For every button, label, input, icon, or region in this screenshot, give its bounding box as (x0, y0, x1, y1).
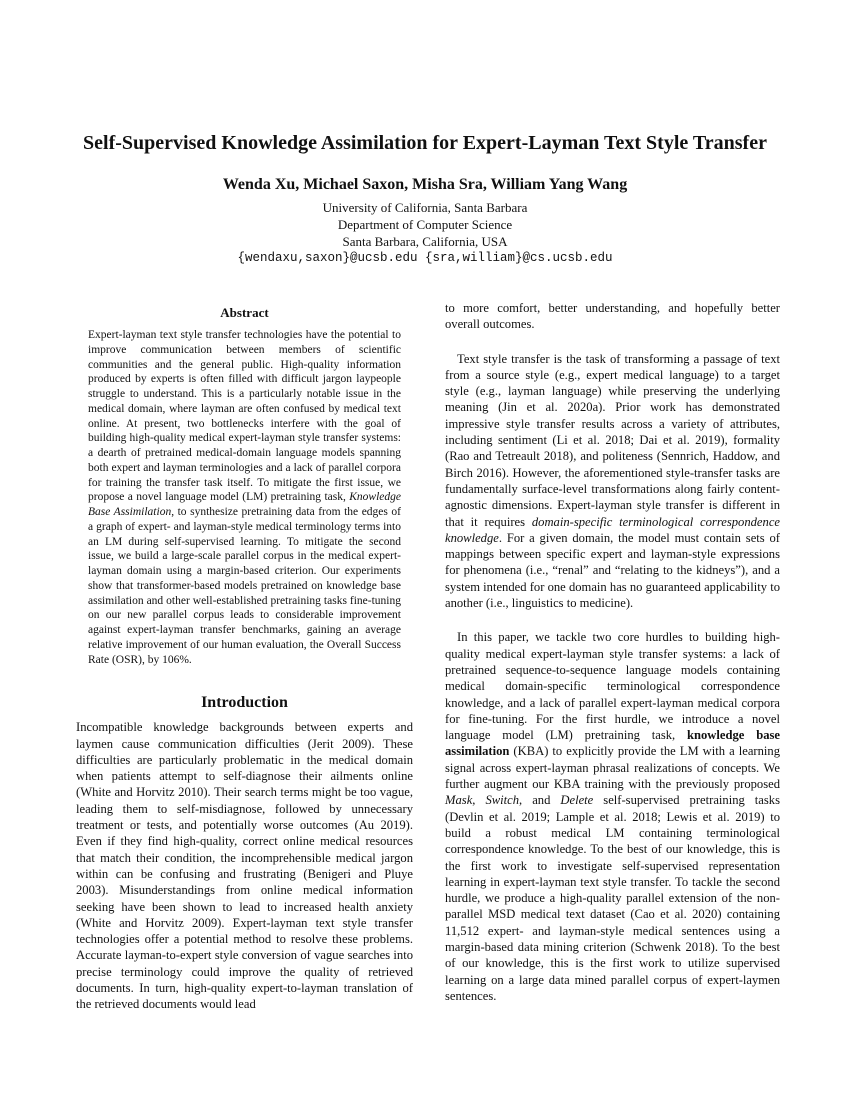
author-emails: {wendaxu,saxon}@ucsb.edu {sra,william}@cs.ucsb.edu (237, 251, 613, 265)
abstract-text-a: Expert-layman text style transfer technologies have the potential to improve communication between members of scientific communities and the general public. High-quality information produced by experts is often filled with difficult jargon laypeople struggle to understand. This is a particularly notable issue in the medical domain, where layman are often confused by medical text online. At present, two bottlenecks interfere with the goal of building high-quality medical expert-layman style transfer systems: a dearth of pretrained medical-domain language models spanning both expert and layman terminologies and a lack of parallel corpora for training the transfer task itself. To mitigate the first issue, we propose a novel language model (LM) pretraining task, (88, 329, 401, 504)
intro-paragraph-2 (445, 351, 780, 612)
abstract-emphasis: Knowledge Base Assimilation (88, 491, 401, 518)
right-column (445, 300, 780, 1004)
intro-p3-bold-term: knowledge base assimilation (445, 728, 780, 759)
left-column (76, 305, 413, 1013)
intro-p2-text-a: Text style transfer is the task of transforming a passage of text from a source style (e.g., expert medical language) to a target style (e.g., layman language) while preserving the underlying meaning (Jin et al. 2020a). Prior work has demonstrated impressive style transfer results across a variety of attributes, including sentiment (Li et al. 2018; Dai et al. 2019), formality (Rao and Tetreault 2018), and politeness (Sennrich, Haddow, and Birch 2016). However, the aforementioned style-transfer tasks are fundamentally surface-level transformations along fairly content-agnostic dimensions. Expert-layman style transfer is different in that it requires (445, 351, 780, 529)
intro-p3-sep-1: , (472, 793, 486, 808)
affiliation-university: University of California, Santa Barbara (322, 200, 528, 215)
abstract-text (88, 328, 401, 667)
introduction-heading: Introduction (201, 694, 288, 712)
intro-paragraph-1: Incompatible knowledge backgrounds between experts and laymen cause communication difficulties (Jerit 2009). These difficulties are particularly problematic in the medical domain when patients attempt to self-diagnose their ailments online (White and Horvitz 2010). Their search terms might be too vague, leading them to self-misdiagnose, followed by unnecessary treatment or tests, and potentially worse outcomes (Au 2019). Even if they find high-quality, correct online medical resources that match their condition, the incomprehensible medical jargon within can be confusing and frustrating (Benigeri and Pluye 2003). Misunderstandings from online medical information seeking have been shown to lead to increased health anxiety (White and Horvitz 2009). Expert-layman text style transfer technologies offer a potential method to resolve these problems. Accurate layman-to-expert style conversion of vague searches into precise terminology could improve the quality of retrieved documents. In turn, high-quality expert-to-layman translation of the retrieved documents would lead (76, 720, 413, 1012)
affiliation-location: Santa Barbara, California, USA (342, 234, 508, 249)
affiliation-department: Department of Computer Science (337, 217, 513, 232)
intro-p3-text-c: self-supervised pretraining tasks (Devlin et al. 2019; Lample et al. 2018; Lewis et al. 2019) to build a robust medical LM containing terminological correspondence knowledge. To the best of our knowledge, this is the first work to investigate self-supervised representation learning in expert-layman text style transfer. To tackle the second hurdle, we produce a high-quality parallel extension of the non-parallel MSD medical text dataset (Cao et al. 2020) containing 11,512 expert- and layman-style medical sentences using a margin-based data mining criterion (Schwenk 2018). To the best of our knowledge, this is the first work to utilize supervised learning on a large data mined parallel corpus of expert-laymen sentences. (445, 793, 780, 1003)
intro-p3-sep-2: , and (519, 793, 561, 808)
intro-p3-text-b: (KBA) to explicitly provide the LM with a learning signal across expert-layman phrasal realizations of concepts. We further augment our KBA training with the previously proposed (445, 744, 780, 792)
intro-p3-switch: Switch (485, 793, 520, 808)
affiliation-block (60, 199, 790, 267)
intro-p3-delete: Delete (560, 793, 594, 808)
intro-p2-text-b: . For a given domain, the model must contain sets of mappings between specific expert and layman-style expressions for phenomena (i.e., “renal” and “relating to the kidneys”), and a system intended for one domain has no guaranteed applicability to another (i.e., linguistics to medicine). (445, 530, 780, 611)
author-list: Wenda Xu, Michael Saxon, Misha Sra, William Yang Wang (222, 176, 628, 193)
intro-p2-emphasis: domain-specific terminological correspondence knowledge (445, 514, 780, 545)
intro-paragraph-1-continued: to more comfort, better understanding, and hopefully better overall outcomes. (445, 301, 780, 332)
abstract-text-b: , to synthesize pretraining data from the edges of a graph of expert- and layman-style medical terminology terms into an LM during self-supervised learning. To mitigate the second issue, we build a large-scale parallel corpus in the medical expert-layman domain using a margin-based criterion. Our experiments show that transformer-based models pretrained on knowledge base assimilation and other well-established pretraining tasks fine-tuning on our new parallel corpus leads to considerable improvement against expert-layman transfer benchmarks, gaining an average relative improvement of our human evaluation, the Overall Success Rate (OSR), by 106%. (88, 506, 402, 666)
paper-title: Self-Supervised Knowledge Assimilation for Expert-Layman Text Style Transfer (83, 132, 767, 154)
intro-p3-mask: Mask (445, 793, 473, 808)
intro-p3-text-a: In this paper, we tackle two core hurdles to building high-quality medical expert-layman style transfer systems: a lack of pretrained sequence-to-sequence language models containing medical domain-specific terminological correspondence knowledge, and a lack of parallel expert-layman medical corpora for fine-tuning. For the first hurdle, we introduce a novel language model (LM) pretraining task, (445, 630, 780, 743)
abstract-heading: Abstract (220, 305, 269, 320)
intro-paragraph-3 (445, 629, 780, 1004)
